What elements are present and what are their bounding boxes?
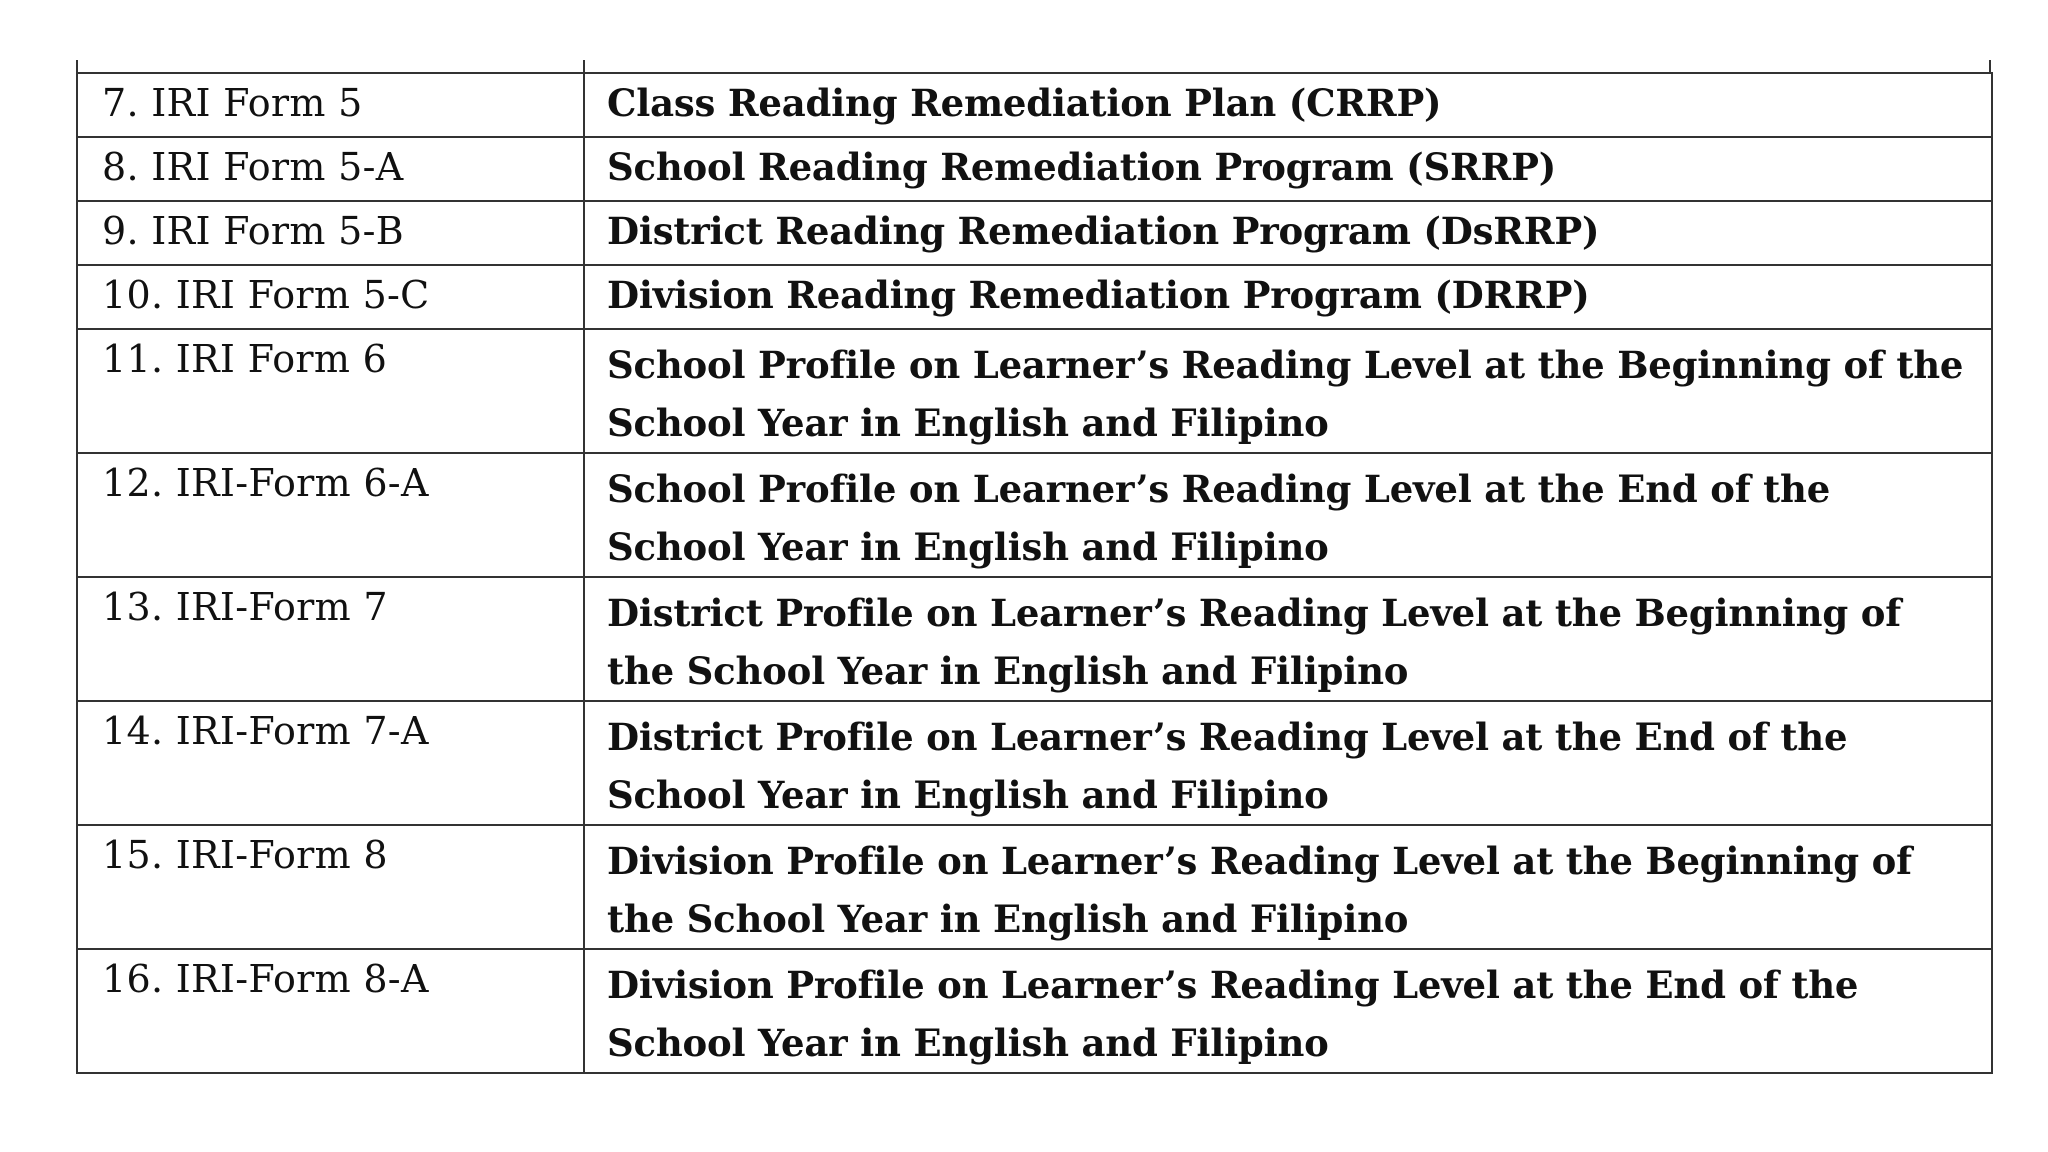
form-title-cell: District Profile on Learner’s Reading Level at the End of the School Year in English and Filipino — [584, 701, 1992, 825]
form-title-cell: School Profile on Learner’s Reading Level at the End of the School Year in English and Filipino — [584, 453, 1992, 577]
table-row — [77, 577, 1992, 701]
form-number-cell: 14. IRI-Form 7-A — [77, 701, 584, 825]
form-title-cell: District Profile on Learner’s Reading Level at the Beginning of the School Year in English and Filipino — [584, 577, 1992, 701]
table-row — [77, 825, 1992, 949]
table-row — [77, 137, 1992, 201]
form-number-cell: 8. IRI Form 5-A — [77, 137, 584, 201]
table-border-stub — [1989, 60, 1991, 72]
form-number-cell: 11. IRI Form 6 — [77, 329, 584, 453]
table-row — [77, 949, 1992, 1073]
table-row — [77, 701, 1992, 825]
form-number-cell: 10. IRI Form 5-C — [77, 265, 584, 329]
table-row — [77, 265, 1992, 329]
form-title-cell: Class Reading Remediation Plan (CRRP) — [584, 73, 1992, 137]
table-border-stub — [76, 60, 78, 72]
form-number-cell: 9. IRI Form 5-B — [77, 201, 584, 265]
table-row — [77, 453, 1992, 577]
table-row — [77, 329, 1992, 453]
form-number-cell: 16. IRI-Form 8-A — [77, 949, 584, 1073]
form-number-cell: 7. IRI Form 5 — [77, 73, 584, 137]
form-title-cell: School Reading Remediation Program (SRRP) — [584, 137, 1992, 201]
table-row — [77, 73, 1992, 137]
form-title-cell: Division Reading Remediation Program (DRRP) — [584, 265, 1992, 329]
form-number-cell: 15. IRI-Form 8 — [77, 825, 584, 949]
table-row — [77, 201, 1992, 265]
form-number-cell: 13. IRI-Form 7 — [77, 577, 584, 701]
iri-forms-table — [76, 72, 1993, 1074]
form-title-cell: Division Profile on Learner’s Reading Level at the Beginning of the School Year in English and Filipino — [584, 825, 1992, 949]
form-number-cell: 12. IRI-Form 6-A — [77, 453, 584, 577]
form-title-cell: District Reading Remediation Program (DsRRP) — [584, 201, 1992, 265]
form-title-cell: Division Profile on Learner’s Reading Level at the End of the School Year in English and Filipino — [584, 949, 1992, 1073]
table-border-stub — [583, 60, 585, 72]
form-title-cell: School Profile on Learner’s Reading Level at the Beginning of the School Year in English and Filipino — [584, 329, 1992, 453]
